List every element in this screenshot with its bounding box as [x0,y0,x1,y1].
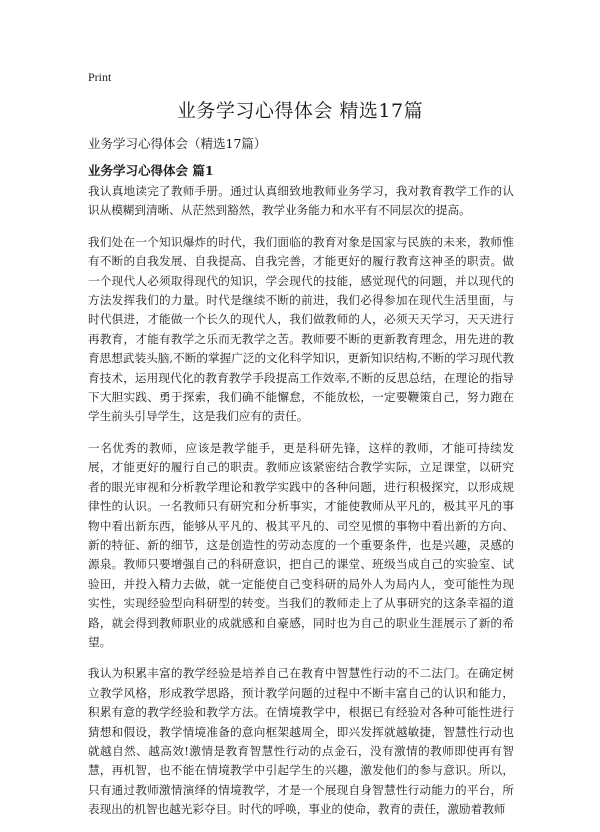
print-link[interactable]: Print [88,70,112,84]
document-subtitle: 业务学习心得体会（精选17篇） [88,136,267,151]
paragraph: 我认为积累丰富的教学经验是培养自己在教育中智慧性行动的不二法门。在确定树立教学风格，形成教学思路，预计教学问题的过程中不断丰富自己的认识和能力，积累有意的教学经验和教学方法。在情境教学中，根据已有经验对各种可能性进行猜想和假设，教学情境准备的意向框架越周全，即兴发挥就越敏捷，智慧性行动也就越自然、越高效!激情是教育智慧性行动的点金石，没有激情的教师即使再有智慧，再机智，也不能在情境教学中引起学生的兴趣，激发他们的参与意识。所以，只有通过教师激情演绎的情境教学，才是一个展现自身智慧性行动能力的平台，所表现出的机智也越光彩夺目。时代的呼唤，事业的使命，教育的责任，激励着教师 [88,666,514,817]
paragraph: 我认真地读完了教师手册。通过认真细致地教师业务学习，我对教育教学工作的认识从模糊到清晰、从茫然到豁然，教学业务能力和水平有不同层次的提高。 [88,184,514,218]
paragraph: 我们处在一个知识爆炸的时代，我们面临的教育对象是国家与民族的未来，教师惟有不断的自我发展、自我提高、自我完善，才能更好的履行教育这神圣的职责。做一个现代人必须取得现代的知识，学会现代的技能，感觉现代的问题，并以现代的方法发挥我们的力量。时代是继续不断的前进，我们必得参加在现代生活里面，与时代俱进，才能做一个长久的现代人，我们做教师的人，必须天天学习，天天进行再教育，才能有教学之乐而无教学之苦。教师要不断的更新教育理念，用先进的教育思想武装头脑,不断的掌握广泛的文化科学知识，更新知识结构,不断的学习现代教育技术，运用现代化的教育教学手段提高工作效率,不断的反思总结，在理论的指导下大胆实践、勇于探索，我们确不能懈怠，不能放松，一定要鞭策自己，努力跑在学生前头引导学生，这是我们应有的责任。 [88,234,514,424]
document-body [88,182,514,832]
paragraph: 一名优秀的教师，应该是教学能手，更是科研先锋，这样的教师，才能可持续发展，才能更好的履行自己的职责。教师应该紧密结合教学实际，立足课堂，以研究者的眼光审视和分析教学理论和教学实践中的各种问题，进行积极探究，以形成规律性的认识。一名教师只有研究和分析事实，才能使教师从平凡的，极其平凡的事物中看出新东西，能够从平凡的、极其平凡的、司空见惯的事物中看出新的方向、新的特征、新的细节，这是创造性的劳动态度的一个重要条件，也是兴趣，灵感的源泉。教师只要增强自己的科研意识，把自己的课堂、班级当成自己的实验室、试验田，并投入精力去做，就一定能使自己变科研的局外人为局内人，变可能性为现实性，实现经验型向科研型的转变。当我们的教师走上了从事研究的这条幸福的道路，就会得到教师职业的成就感和自豪感，同时也为自己的职业生涯展示了新的希望。 [88,440,514,649]
section-heading: 业务学习心得体会 篇1 [88,163,214,178]
document-title: 业务学习心得体会 精选17篇 [176,100,424,122]
